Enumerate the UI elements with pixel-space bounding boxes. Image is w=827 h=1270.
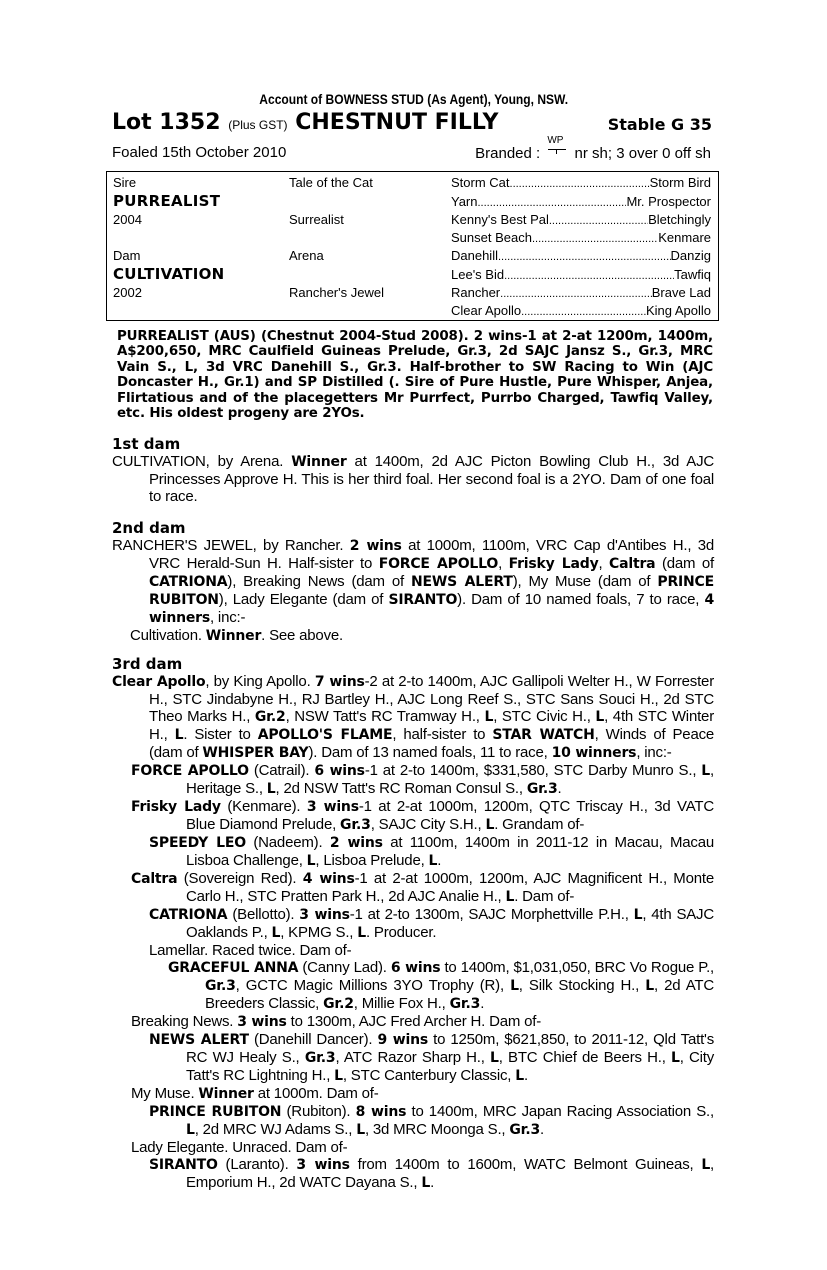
progeny-entry: My Muse. Winner at 1000m. Dam of- (131, 1085, 379, 1102)
dam-name: CULTIVATION (113, 265, 225, 283)
grandparent-row: Sunset Beach ..... Kenmare (451, 229, 711, 248)
sire-name: PURREALIST (113, 192, 221, 210)
progeny-entry: GRACEFUL ANNA (Canny Lad). 6 wins to 1400m, $1,031,050, BRC Vo Rogue P., Gr.3, GCTC Magic Millions 3YO Trophy (R), L, Silk Stocking H., L, 2d ATC Breeders Classic, Gr.2, Millie Fox H., Gr.3. (168, 959, 715, 1012)
branded-details: nr sh; 3 over 0 off sh (574, 145, 711, 162)
grandparent-row: Lee's Bid ..... Tawfiq (451, 266, 711, 285)
section-title: 2nd dam (112, 519, 186, 537)
dam-dam: Rancher's Jewel (289, 285, 384, 300)
grandparent-row: Danehill ..... Danzig (451, 247, 711, 266)
dam-label: Dam (113, 248, 141, 263)
sire-sire: Tale of the Cat (289, 175, 373, 190)
gst-note: (Plus GST) (228, 118, 288, 132)
lot-description: CHESTNUT FILLY (295, 110, 499, 135)
branded-label: Branded : (475, 145, 541, 162)
third-dam-section (112, 656, 714, 1192)
progeny-entry: Caltra (Sovereign Red). 4 wins-1 at 2-at 1000m, 1200m, AJC Magnificent H., Monte Carlo H., STC Pratten Park H., 2d AJC Analie H., L. Dam of- (131, 870, 714, 905)
progeny-entry: SIRANTO (Laranto). 3 wins from 1400m to 1600m, WATC Belmont Guineas, L, Emporium H., 2d WATC Dayana S., L. (149, 1156, 715, 1191)
second-dam-section (112, 520, 714, 645)
sire-summary: PURREALIST (AUS) (Chestnut 2004-Stud 2008). 2 wins-1 at 2-at 1200m, 1400m, A$200,650, MRC Caulfield Guineas Prelude, Gr.3, 2d SAJC Jansz S., Gr.3, MRC Vain S., L, 3d VRC Danehill S., Gr.3. Half-brother to SW Racing to Win (AJC Doncaster H., Gr.1) and SP Distilled (. Sire of Pure Hustle, Pure Whisper, Anjea, Flirtatious and of the placegetters Mr Purrfect, Purrbo Charged, Tawfiq Valley, etc. His oldest progeny are 2YOs. (117, 329, 713, 422)
progeny-entry: NEWS ALERT (Danehill Dancer). 9 wins to 1250m, $621,850, to 2011-12, Qld Tatt's RC WJ Healy S., Gr.3, ATC Razor Sharp H., L, BTC Chief de Beers H., L, City Tatt's RC Lightning H., L, STC Canterbury Classic, L. (149, 1031, 715, 1084)
dam-year: 2002 (113, 285, 142, 300)
progeny-entry: Cultivation. Winner. See above. (130, 627, 343, 644)
stable-location: Stable G 35 (607, 115, 712, 134)
sire-label: Sire (113, 175, 137, 190)
section-title: 3rd dam (112, 655, 183, 673)
brand-symbol-icon: WP (546, 144, 568, 160)
progeny-entry: Frisky Lady (Kenmare). 3 wins-1 at 2-at 1000m, 1200m, QTC Triscay H., 3d VATC Blue Diamond Prelude, Gr.3, SAJC City S.H., L. Grandam of- (131, 798, 714, 833)
progeny-entry: FORCE APOLLO (Catrail). 6 wins-1 at 2-to 1400m, $331,580, STC Darby Munro S., L, Heritage S., L, 2d NSW Tatt's RC Roman Consul S., Gr.3. (131, 762, 714, 797)
progeny-entry: SPEEDY LEO (Nadeem). 2 wins at 1100m, 1400m in 2011-12 in Macau, Macau Lisboa Challenge, L, Lisboa Prelude, L. (149, 834, 714, 869)
progeny-entry: Lady Elegante. Unraced. Dam of- (131, 1139, 348, 1156)
vendor-line: Account of BOWNESS STUD (As Agent), Young, NSW. (259, 91, 569, 107)
dam-paragraph: RANCHER'S JEWEL, by Rancher. 2 wins at 1000m, 1100m, VRC Cap d'Antibes H., 3d VRC Herald-Sun H. Half-sister to FORCE APOLLO, Frisky Lady, Caltra (dam of CATRIONA), Breaking News (dam of NEWS ALERT), My Muse (dam of PRINCE RUBITON), Lady Elegante (dam of SIRANTO). Dam of 10 named foals, 7 to race, 4 winners, inc:- (112, 537, 715, 626)
grandparent-row: Clear Apollo ..... King Apollo (451, 302, 711, 321)
lot-number: Lot 1352 (112, 110, 221, 135)
grandparent-row: Yarn ..... Mr. Prospector (451, 193, 711, 212)
progeny-entry: Breaking News. 3 wins to 1300m, AJC Fred Archer H. Dam of- (131, 1013, 542, 1030)
progeny-entry: PRINCE RUBITON (Rubiton). 8 wins to 1400m, MRC Japan Racing Association S., L, 2d MRC WJ Adams S., L, 3d MRC Moonga S., Gr.3. (149, 1103, 714, 1138)
progeny-entry: CATRIONA (Bellotto). 3 wins-1 at 2-to 1300m, SAJC Morphettville P.H., L, 4th SAJC Oaklands P., L, KPMG S., L. Producer. (149, 906, 714, 941)
grandparent-row: Storm Cat ..... Storm Bird (451, 174, 711, 193)
lot-heading (112, 110, 718, 136)
dam-paragraph: Clear Apollo, by King Apollo. 7 wins-2 at 2-to 1400m, AJC Gallipoli Welter H., W Forrester H., STC Jindabyne H., RJ Bartley H., AJC Long Reef S., STC Sans Souci H., 2d STC Theo Marks H., Gr.2, NSW Tatt's RC Tramway H., L, STC Civic H., L, 4th STC Winter H., L. Sister to APOLLO'S FLAME, half-sister to STAR WATCH, Winds of Peace (dam of WHISPER BAY). Dam of 13 named foals, 11 to race, 10 winners, inc:- (112, 673, 715, 761)
dam-paragraph: CULTIVATION, by Arena. Winner at 1400m, 2d AJC Picton Bowling Club H., 3d AJC Princesses Approve H. This is her third foal. Her second foal is a 2YO. Dam of one foal to race. (112, 453, 714, 505)
section-title: 1st dam (112, 435, 181, 453)
progeny-entry: Lamellar. Raced twice. Dam of- (149, 942, 352, 959)
dam-sire: Arena (289, 248, 324, 263)
lot-title (112, 110, 498, 135)
branding (475, 135, 711, 162)
grandparent-row: Kenny's Best Pal ..... Bletchingly (451, 211, 711, 230)
foaled-date: Foaled 15th October 2010 (112, 144, 287, 161)
pedigree-table (106, 171, 719, 321)
grandparent-row: Rancher ..... Brave Lad (451, 284, 711, 303)
first-dam-section (112, 436, 714, 505)
sire-year: 2004 (113, 212, 142, 227)
sire-dam: Surrealist (289, 212, 344, 227)
